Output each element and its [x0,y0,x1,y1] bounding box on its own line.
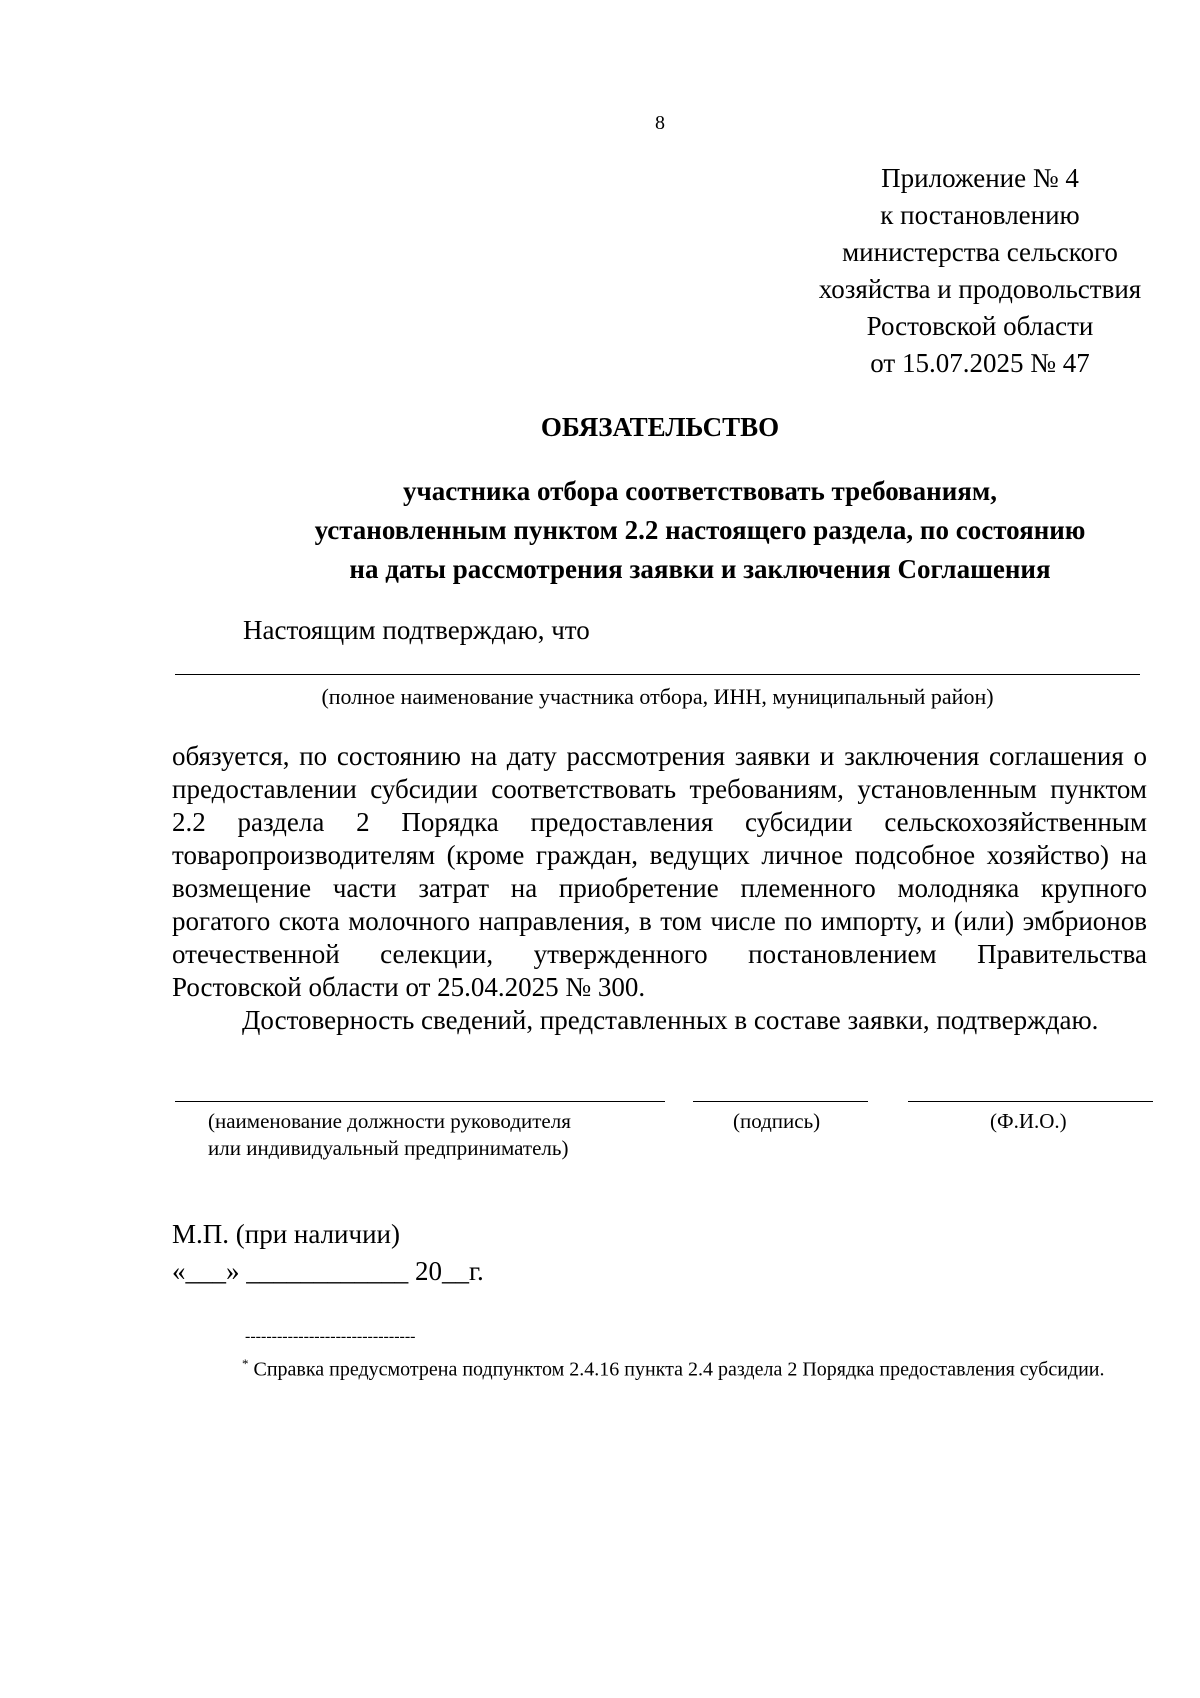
footnote-text: Справка предусмотрена подпунктом 2.4.16 пункта 2.4 раздела 2 Порядка предоставления субсидии. [253,1358,1105,1381]
position-caption-line: или индивидуальный предприниматель) [208,1136,569,1160]
participant-name-caption: (полное наименование участника отбора, ИНН, муниципальный район) [321,684,994,709]
stamp-block [172,1216,484,1290]
footnote [172,1350,1147,1384]
subtitle-line: участника отбора соответствовать требованиям, [403,476,997,506]
appendix-header [790,160,1170,382]
obligation-paragraph: обязуется, по состоянию на дату рассмотрения заявки и заключения соглашения о предоставлении субсидии соответствовать требованиям, установленным пунктом 2.2 раздела 2 Порядка предоставления субсидии сельскохозяйственным товаропроизводителям (кроме граждан, ведущих личное подсобное хозяйство) на возмещение части затрат на приобретение племенного молодняка крупного рогатого скота молочного направления, в том числе по импорту, и (или) эмбрионов отечественной селекции, утвержденного постановлением Правительства Ростовской области от 25.04.2025 № 300. [172,741,1147,1002]
obligation-body [172,740,1147,1037]
appendix-line: Приложение № 4 [881,163,1079,193]
confirm-text: Настоящим подтверждаю, что [243,615,590,645]
document-title: ОБЯЗАТЕЛЬСТВО [540,412,780,442]
date-fill-line[interactable]: «___» ____________ 20__г. [172,1256,484,1286]
reliability-paragraph: Достоверность сведений, представленных в составе заявки, подтверждаю. [242,1005,1099,1035]
appendix-line: Ростовской области [866,311,1094,341]
subtitle-line: установленным пунктом 2.2 настоящего раздела, по состоянию [314,515,1086,545]
signature-fill-line[interactable] [693,1101,868,1102]
footnote-marker: * [242,1356,249,1371]
subtitle-line: на даты рассмотрения заявки и заключения Соглашения [349,554,1051,584]
participant-name-fill-line[interactable] [175,674,1140,675]
appendix-line: министерства сельского [842,237,1118,267]
appendix-line: хозяйства и продовольствия [818,274,1142,304]
document-subtitle [250,472,1150,589]
full-name-fill-line[interactable] [908,1101,1153,1102]
position-caption [208,1108,571,1162]
position-caption-line: (наименование должности руководителя [208,1109,571,1133]
appendix-line: от 15.07.2025 № 47 [870,348,1090,378]
position-fill-line[interactable] [175,1101,665,1102]
page-number: 8 [655,112,665,134]
signature-caption: (подпись) [733,1109,821,1133]
stamp-label: М.П. (при наличии) [172,1219,400,1249]
appendix-line: к постановлению [880,200,1080,230]
full-name-caption: (Ф.И.О.) [990,1109,1067,1133]
footnote-separator: -------------------------------- [245,1328,416,1345]
